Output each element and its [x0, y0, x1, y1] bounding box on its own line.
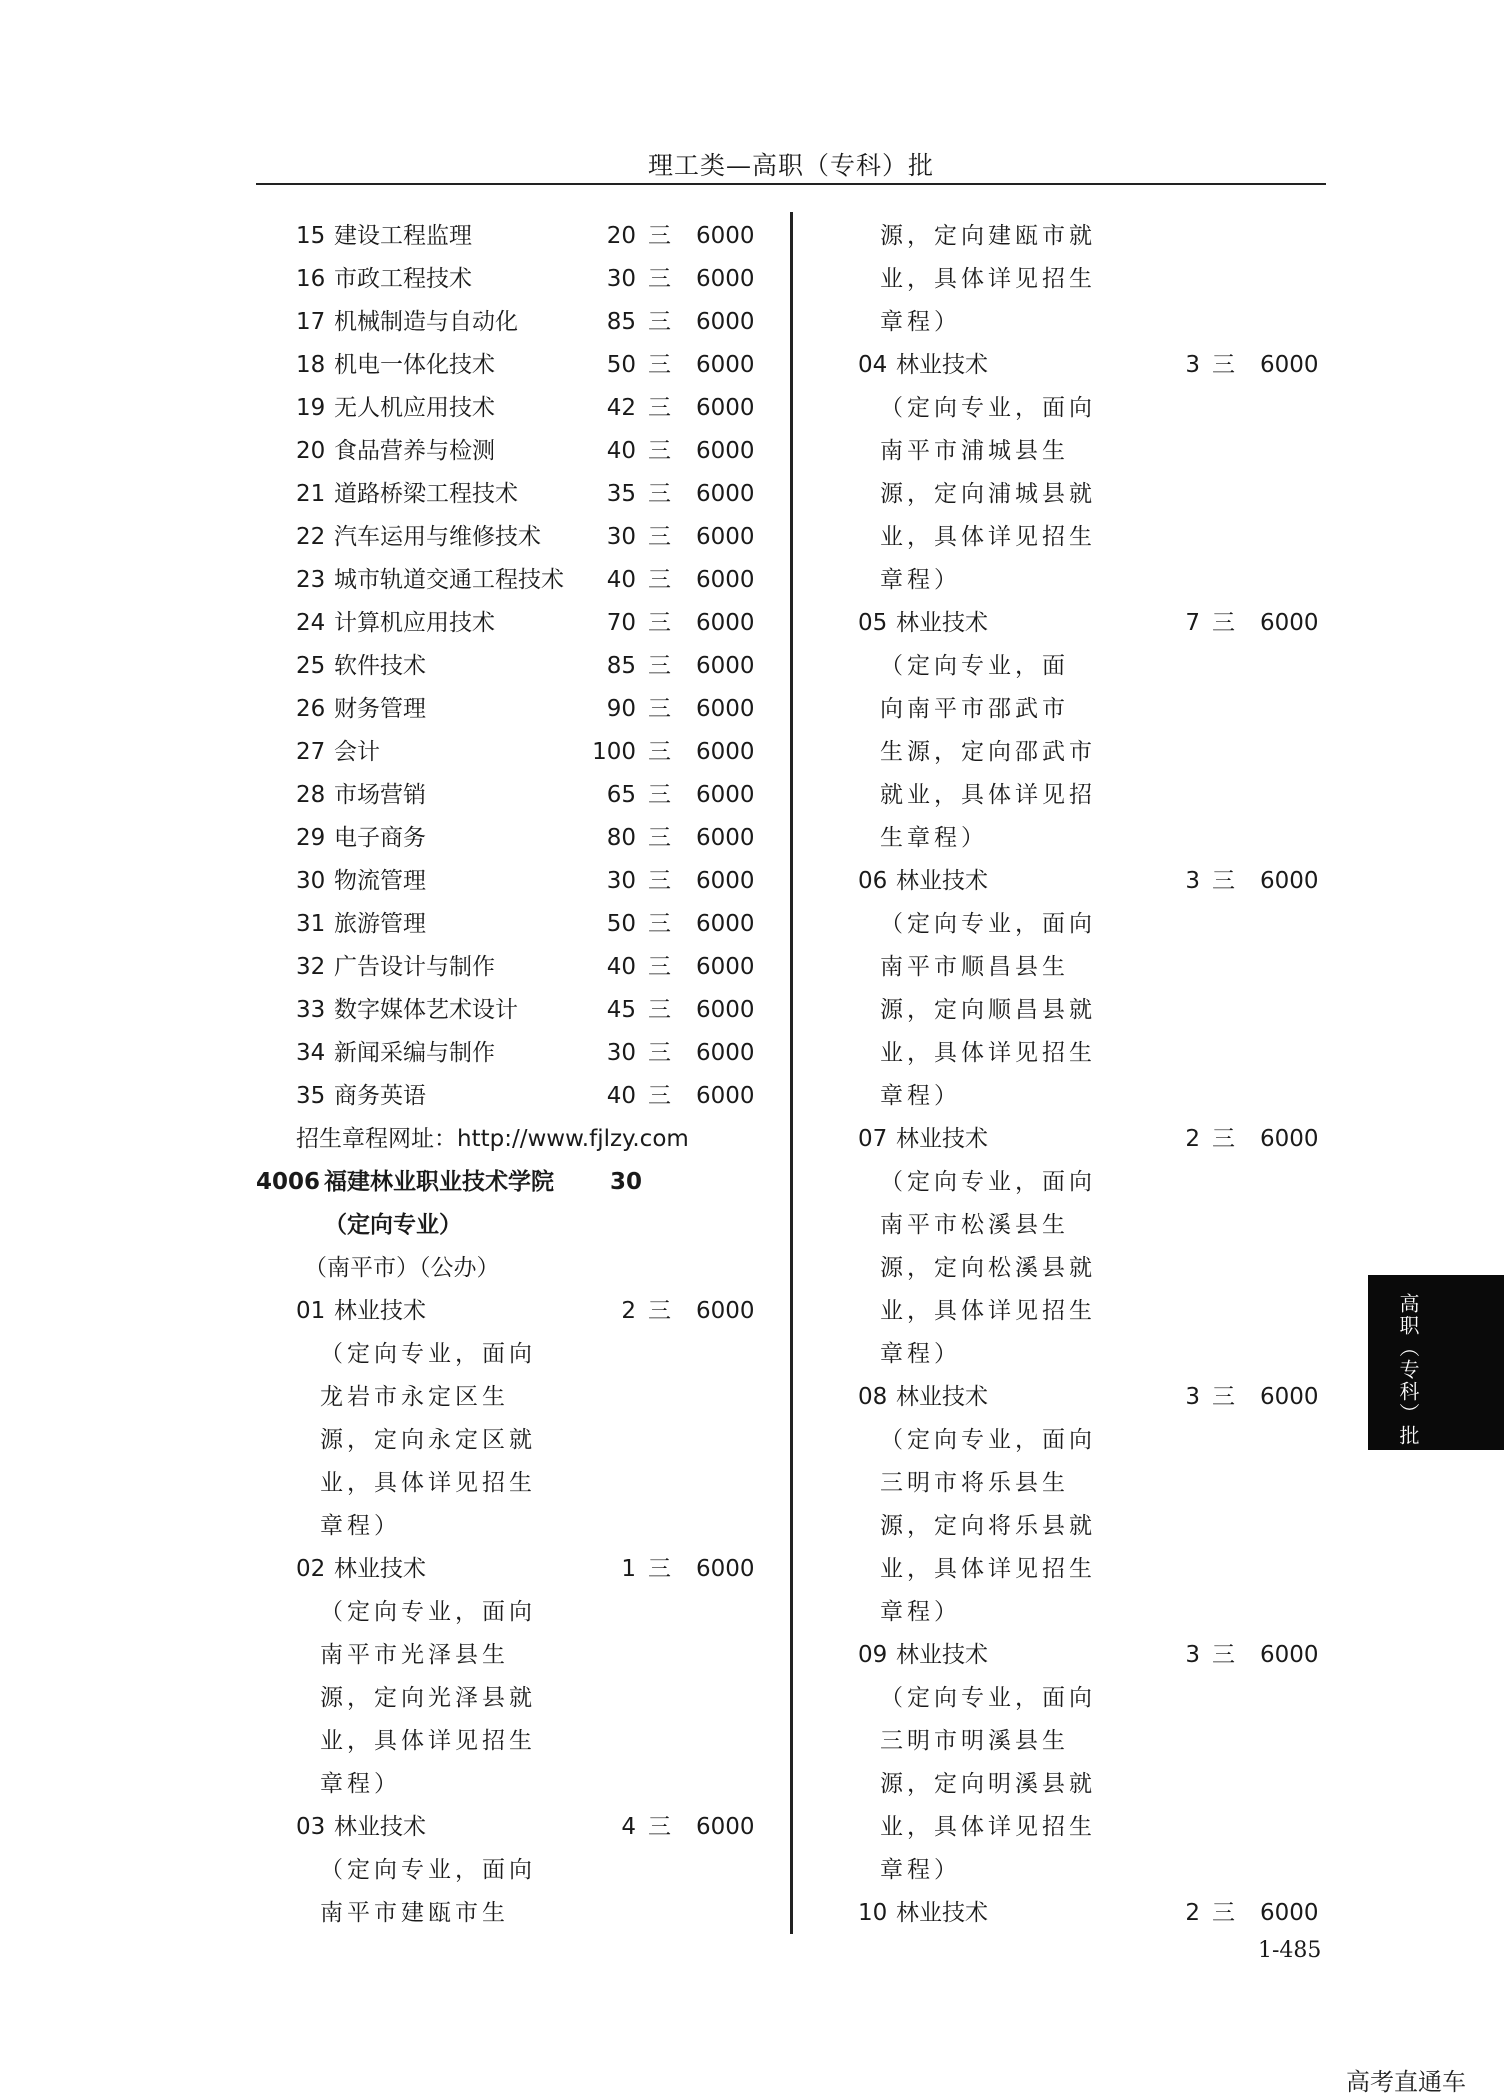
major-row [820, 602, 1320, 645]
note-text: 三明市将乐县生 [880, 1470, 1069, 1496]
watermark: 高考直通车 [1346, 2068, 1466, 2096]
note-line [820, 989, 1320, 1032]
tuition-fee: 6000 [696, 997, 755, 1023]
note-text: 源，定向建瓯市就 [880, 223, 1096, 249]
enrollment-count: 7 [1185, 610, 1200, 636]
note-text: 源，定向将乐县就 [880, 1513, 1096, 1539]
plain-line [256, 1118, 776, 1161]
note-line [820, 1677, 1320, 1720]
major-row [820, 1118, 1320, 1161]
note-text: （定向专业，面向 [880, 1685, 1096, 1711]
note-text: 章程） [320, 1513, 401, 1539]
major-code: 27 [296, 739, 326, 765]
study-years: 三 [1212, 1642, 1235, 1668]
note-line [256, 1849, 776, 1892]
note-text: （定向专业，面向 [880, 395, 1096, 421]
enrollment-count: 85 [606, 653, 636, 679]
major-row [256, 1548, 776, 1591]
note-text: 业，具体详见招生 [880, 524, 1096, 550]
enrollment-count: 2 [1185, 1126, 1200, 1152]
note-text: 业，具体详见招生 [880, 1556, 1096, 1582]
study-years: 三 [648, 1556, 671, 1582]
tuition-fee: 6000 [696, 696, 755, 722]
major-code: 17 [296, 309, 326, 335]
major-name: 汽车运用与维修技术 [334, 524, 541, 550]
note-line [820, 1591, 1320, 1634]
tuition-fee: 6000 [696, 739, 755, 765]
note-text: 南平市浦城县生 [880, 438, 1069, 464]
major-code: 05 [858, 610, 888, 636]
tuition-fee: 6000 [696, 1556, 755, 1582]
left-column [256, 215, 776, 1935]
note-text: 业，具体详见招生 [320, 1470, 536, 1496]
note-line [820, 387, 1320, 430]
note-line [256, 1763, 776, 1806]
tuition-fee: 6000 [696, 266, 755, 292]
note-line [256, 1462, 776, 1505]
major-row [820, 344, 1320, 387]
major-code: 22 [296, 524, 326, 550]
note-line [820, 1849, 1320, 1892]
major-row [256, 344, 776, 387]
major-code: 32 [296, 954, 326, 980]
enrollment-count: 40 [606, 1083, 636, 1109]
study-years: 三 [1212, 1126, 1235, 1152]
enrollment-count: 40 [606, 954, 636, 980]
note-text: （定向专业，面向 [880, 1169, 1096, 1195]
study-years: 三 [648, 266, 671, 292]
study-years: 三 [648, 997, 671, 1023]
major-row [256, 774, 776, 817]
note-text: 章程） [880, 1341, 961, 1367]
note-line [820, 1032, 1320, 1075]
major-name: 会计 [334, 739, 380, 765]
major-name: 林业技术 [334, 1556, 426, 1582]
note-text: 源，定向明溪县就 [880, 1771, 1096, 1797]
tuition-fee: 6000 [696, 653, 755, 679]
major-name: 林业技术 [896, 1126, 988, 1152]
note-text: 业，具体详见招生 [880, 1298, 1096, 1324]
major-code: 34 [296, 1040, 326, 1066]
study-years: 三 [648, 223, 671, 249]
note-text: （定向专业，面向 [880, 911, 1096, 937]
major-name: 市政工程技术 [334, 266, 472, 292]
study-years: 三 [1212, 610, 1235, 636]
school-note: （定向专业） [324, 1212, 462, 1238]
note-text: 就业，具体详见招 [880, 782, 1096, 808]
major-name: 道路桥梁工程技术 [334, 481, 518, 507]
major-code: 07 [858, 1126, 888, 1152]
major-name: 食品营养与检测 [334, 438, 495, 464]
enrollment-count: 50 [606, 911, 636, 937]
enrollment-count: 50 [606, 352, 636, 378]
major-name: 林业技术 [896, 868, 988, 894]
study-years: 三 [648, 309, 671, 335]
study-years: 三 [648, 739, 671, 765]
note-text: 章程） [880, 567, 961, 593]
major-row [256, 645, 776, 688]
major-row [256, 559, 776, 602]
note-line [256, 1634, 776, 1677]
major-name: 机械制造与自动化 [334, 309, 518, 335]
major-code: 15 [296, 223, 326, 249]
note-line [256, 1677, 776, 1720]
major-name: 林业技术 [896, 1900, 988, 1926]
note-line [256, 1419, 776, 1462]
note-line [820, 688, 1320, 731]
note-line [256, 1892, 776, 1935]
major-row [256, 688, 776, 731]
major-row [256, 860, 776, 903]
study-years: 三 [648, 567, 671, 593]
note-line [820, 1333, 1320, 1376]
major-row [256, 473, 776, 516]
note-line [820, 817, 1320, 860]
study-years: 三 [648, 954, 671, 980]
note-line [820, 473, 1320, 516]
major-name: 林业技术 [896, 352, 988, 378]
major-row [256, 989, 776, 1032]
note-line [256, 1505, 776, 1548]
study-years: 三 [648, 1298, 671, 1324]
note-text: 章程） [880, 309, 961, 335]
note-text: 章程） [320, 1771, 401, 1797]
tuition-fee: 6000 [696, 954, 755, 980]
tuition-fee: 6000 [696, 524, 755, 550]
note-line [820, 516, 1320, 559]
major-code: 02 [296, 1556, 326, 1582]
school-total: 30 [610, 1169, 643, 1195]
major-row [256, 430, 776, 473]
note-text: 源，定向浦城县就 [880, 481, 1096, 507]
major-name: 林业技术 [896, 1384, 988, 1410]
major-code: 09 [858, 1642, 888, 1668]
note-text: 源，定向永定区就 [320, 1427, 536, 1453]
enrollment-count: 3 [1185, 1384, 1200, 1410]
note-line [820, 1419, 1320, 1462]
major-name: 建设工程监理 [334, 223, 472, 249]
major-code: 24 [296, 610, 326, 636]
plain-line [256, 1204, 776, 1247]
header-rule [256, 183, 1326, 185]
enrollment-count: 42 [606, 395, 636, 421]
note-line [820, 731, 1320, 774]
enrollment-count: 3 [1185, 352, 1200, 378]
tuition-fee: 6000 [1260, 1126, 1319, 1152]
tuition-fee: 6000 [696, 1814, 755, 1840]
tuition-fee: 6000 [696, 223, 755, 249]
major-row [256, 602, 776, 645]
major-row [256, 301, 776, 344]
study-years: 三 [648, 782, 671, 808]
major-code: 30 [296, 868, 326, 894]
major-name: 无人机应用技术 [334, 395, 495, 421]
tuition-fee: 6000 [696, 782, 755, 808]
major-code: 16 [296, 266, 326, 292]
major-name: 计算机应用技术 [334, 610, 495, 636]
major-code: 03 [296, 1814, 326, 1840]
tuition-fee: 6000 [696, 481, 755, 507]
note-text: 南平市建瓯市生 [320, 1900, 509, 1926]
major-code: 31 [296, 911, 326, 937]
enrollment-count: 85 [606, 309, 636, 335]
note-text: 南平市松溪县生 [880, 1212, 1069, 1238]
major-name: 物流管理 [334, 868, 426, 894]
enrollment-count: 70 [606, 610, 636, 636]
enrollment-count: 2 [621, 1298, 636, 1324]
note-line [820, 1204, 1320, 1247]
study-years: 三 [1212, 1900, 1235, 1926]
note-line [256, 1376, 776, 1419]
study-years: 三 [1212, 868, 1235, 894]
major-code: 10 [858, 1900, 888, 1926]
enrollment-count: 35 [606, 481, 636, 507]
note-text: 章程） [880, 1857, 961, 1883]
school-location: （南平市）（公办） [304, 1255, 500, 1281]
enrollment-count: 100 [592, 739, 636, 765]
major-code: 08 [858, 1384, 888, 1410]
enrollment-count: 30 [606, 868, 636, 894]
tuition-fee: 6000 [696, 1040, 755, 1066]
note-text: 源，定向顺昌县就 [880, 997, 1096, 1023]
note-text: 业，具体详见招生 [880, 266, 1096, 292]
note-text: （定向专业，面 [880, 653, 1069, 679]
enrollment-count: 30 [606, 1040, 636, 1066]
note-text: 南平市顺昌县生 [880, 954, 1069, 980]
major-row [256, 215, 776, 258]
major-code: 04 [858, 352, 888, 378]
major-code: 01 [296, 1298, 326, 1324]
tuition-fee: 6000 [1260, 1384, 1319, 1410]
major-row [256, 817, 776, 860]
tuition-fee: 6000 [1260, 868, 1319, 894]
study-years: 三 [648, 438, 671, 464]
major-name: 软件技术 [334, 653, 426, 679]
note-text: （定向专业，面向 [320, 1599, 536, 1625]
note-text: 向南平市邵武市 [880, 696, 1069, 722]
note-line [820, 215, 1320, 258]
note-text: 龙岩市永定区生 [320, 1384, 509, 1410]
note-text: 章程） [880, 1599, 961, 1625]
major-row [820, 1634, 1320, 1677]
note-line [820, 1247, 1320, 1290]
major-row [256, 731, 776, 774]
note-text: （定向专业，面向 [880, 1427, 1096, 1453]
major-row [256, 1290, 776, 1333]
side-tab [1368, 1275, 1504, 1450]
study-years: 三 [648, 696, 671, 722]
enrollment-count: 30 [606, 524, 636, 550]
major-name: 林业技术 [334, 1814, 426, 1840]
enrollment-count: 2 [1185, 1900, 1200, 1926]
enrollment-count: 30 [606, 266, 636, 292]
tuition-fee: 6000 [696, 395, 755, 421]
note-line [820, 1462, 1320, 1505]
note-line [820, 1075, 1320, 1118]
tuition-fee: 6000 [1260, 1900, 1319, 1926]
major-code: 26 [296, 696, 326, 722]
tuition-fee: 6000 [696, 1083, 755, 1109]
major-row [256, 387, 776, 430]
major-code: 29 [296, 825, 326, 851]
school-row [256, 1161, 776, 1204]
study-years: 三 [648, 352, 671, 378]
enrollment-count: 1 [621, 1556, 636, 1582]
note-text: （定向专业，面向 [320, 1857, 536, 1883]
major-name: 林业技术 [896, 610, 988, 636]
study-years: 三 [648, 868, 671, 894]
study-years: 三 [648, 911, 671, 937]
school-name: 福建林业职业技术学院 [324, 1169, 554, 1195]
note-line [256, 1333, 776, 1376]
tuition-fee: 6000 [696, 567, 755, 593]
note-text: （定向专业，面向 [320, 1341, 536, 1367]
note-line [820, 1548, 1320, 1591]
note-line [820, 559, 1320, 602]
major-code: 33 [296, 997, 326, 1023]
major-name: 财务管理 [334, 696, 426, 722]
major-code: 18 [296, 352, 326, 378]
major-code: 23 [296, 567, 326, 593]
enrollment-count: 3 [1185, 868, 1200, 894]
major-row [820, 1376, 1320, 1419]
enrollment-count: 80 [606, 825, 636, 851]
major-name: 广告设计与制作 [334, 954, 495, 980]
right-column [820, 215, 1320, 1935]
study-years: 三 [1212, 352, 1235, 378]
major-code: 28 [296, 782, 326, 808]
note-line [820, 430, 1320, 473]
major-code: 21 [296, 481, 326, 507]
major-row [256, 516, 776, 559]
major-code: 20 [296, 438, 326, 464]
major-row [256, 903, 776, 946]
major-name: 新闻采编与制作 [334, 1040, 495, 1066]
plain-line [256, 1247, 776, 1290]
tuition-fee: 6000 [1260, 1642, 1319, 1668]
tuition-fee: 6000 [696, 309, 755, 335]
study-years: 三 [648, 825, 671, 851]
note-line [256, 1720, 776, 1763]
major-name: 商务英语 [334, 1083, 426, 1109]
tuition-fee: 6000 [1260, 610, 1319, 636]
major-name: 机电一体化技术 [334, 352, 495, 378]
side-tab-label: 高职（专科）批 [1396, 1293, 1420, 1447]
note-text: 生章程） [880, 825, 988, 851]
major-row [256, 1806, 776, 1849]
note-text: 章程） [880, 1083, 961, 1109]
note-text: 业，具体详见招生 [880, 1040, 1096, 1066]
note-line [820, 903, 1320, 946]
study-years: 三 [648, 395, 671, 421]
note-text: 源，定向光泽县就 [320, 1685, 536, 1711]
charter-url: 招生章程网址：http://www.fjlzy.com [296, 1126, 689, 1152]
major-code: 19 [296, 395, 326, 421]
page-header-title: 理工类—高职（专科）批 [647, 151, 934, 180]
enrollment-count: 45 [606, 997, 636, 1023]
major-name: 数字媒体艺术设计 [334, 997, 518, 1023]
tuition-fee: 6000 [696, 911, 755, 937]
enrollment-count: 40 [606, 438, 636, 464]
study-years: 三 [648, 610, 671, 636]
major-row [256, 1032, 776, 1075]
study-years: 三 [648, 1814, 671, 1840]
note-text: 南平市光泽县生 [320, 1642, 509, 1668]
major-name: 城市轨道交通工程技术 [334, 567, 564, 593]
note-line [820, 1720, 1320, 1763]
note-line [820, 1290, 1320, 1333]
note-text: 业，具体详见招生 [880, 1814, 1096, 1840]
study-years: 三 [648, 653, 671, 679]
note-line [820, 1505, 1320, 1548]
tuition-fee: 6000 [696, 1298, 755, 1324]
page-number: 1-485 [1258, 1938, 1322, 1963]
major-name: 市场营销 [334, 782, 426, 808]
major-code: 25 [296, 653, 326, 679]
major-code: 06 [858, 868, 888, 894]
note-line [820, 645, 1320, 688]
major-name: 林业技术 [334, 1298, 426, 1324]
enrollment-count: 3 [1185, 1642, 1200, 1668]
tuition-fee: 6000 [696, 610, 755, 636]
major-row [820, 1892, 1320, 1935]
major-row [256, 1075, 776, 1118]
enrollment-count: 4 [621, 1814, 636, 1840]
study-years: 三 [648, 524, 671, 550]
major-name: 林业技术 [896, 1642, 988, 1668]
study-years: 三 [648, 1040, 671, 1066]
tuition-fee: 6000 [696, 352, 755, 378]
note-line [820, 774, 1320, 817]
tuition-fee: 6000 [696, 825, 755, 851]
study-years: 三 [648, 1083, 671, 1109]
note-line [820, 301, 1320, 344]
note-line [820, 1763, 1320, 1806]
major-name: 电子商务 [334, 825, 426, 851]
enrollment-count: 20 [606, 223, 636, 249]
major-row [256, 258, 776, 301]
enrollment-count: 90 [606, 696, 636, 722]
tuition-fee: 6000 [1260, 352, 1319, 378]
tuition-fee: 6000 [696, 438, 755, 464]
tuition-fee: 6000 [696, 868, 755, 894]
school-code: 4006 [256, 1169, 321, 1195]
note-text: 生源，定向邵武市 [880, 739, 1096, 765]
note-line [820, 946, 1320, 989]
note-text: 源，定向松溪县就 [880, 1255, 1096, 1281]
note-text: 业，具体详见招生 [320, 1728, 536, 1754]
note-text: 三明市明溪县生 [880, 1728, 1069, 1754]
enrollment-count: 65 [606, 782, 636, 808]
study-years: 三 [648, 481, 671, 507]
study-years: 三 [1212, 1384, 1235, 1410]
major-row [820, 860, 1320, 903]
note-line [820, 1161, 1320, 1204]
major-row [256, 946, 776, 989]
column-divider [790, 212, 793, 1934]
note-line [820, 1806, 1320, 1849]
major-name: 旅游管理 [334, 911, 426, 937]
note-line [256, 1591, 776, 1634]
major-code: 35 [296, 1083, 326, 1109]
enrollment-count: 40 [606, 567, 636, 593]
note-line [820, 258, 1320, 301]
